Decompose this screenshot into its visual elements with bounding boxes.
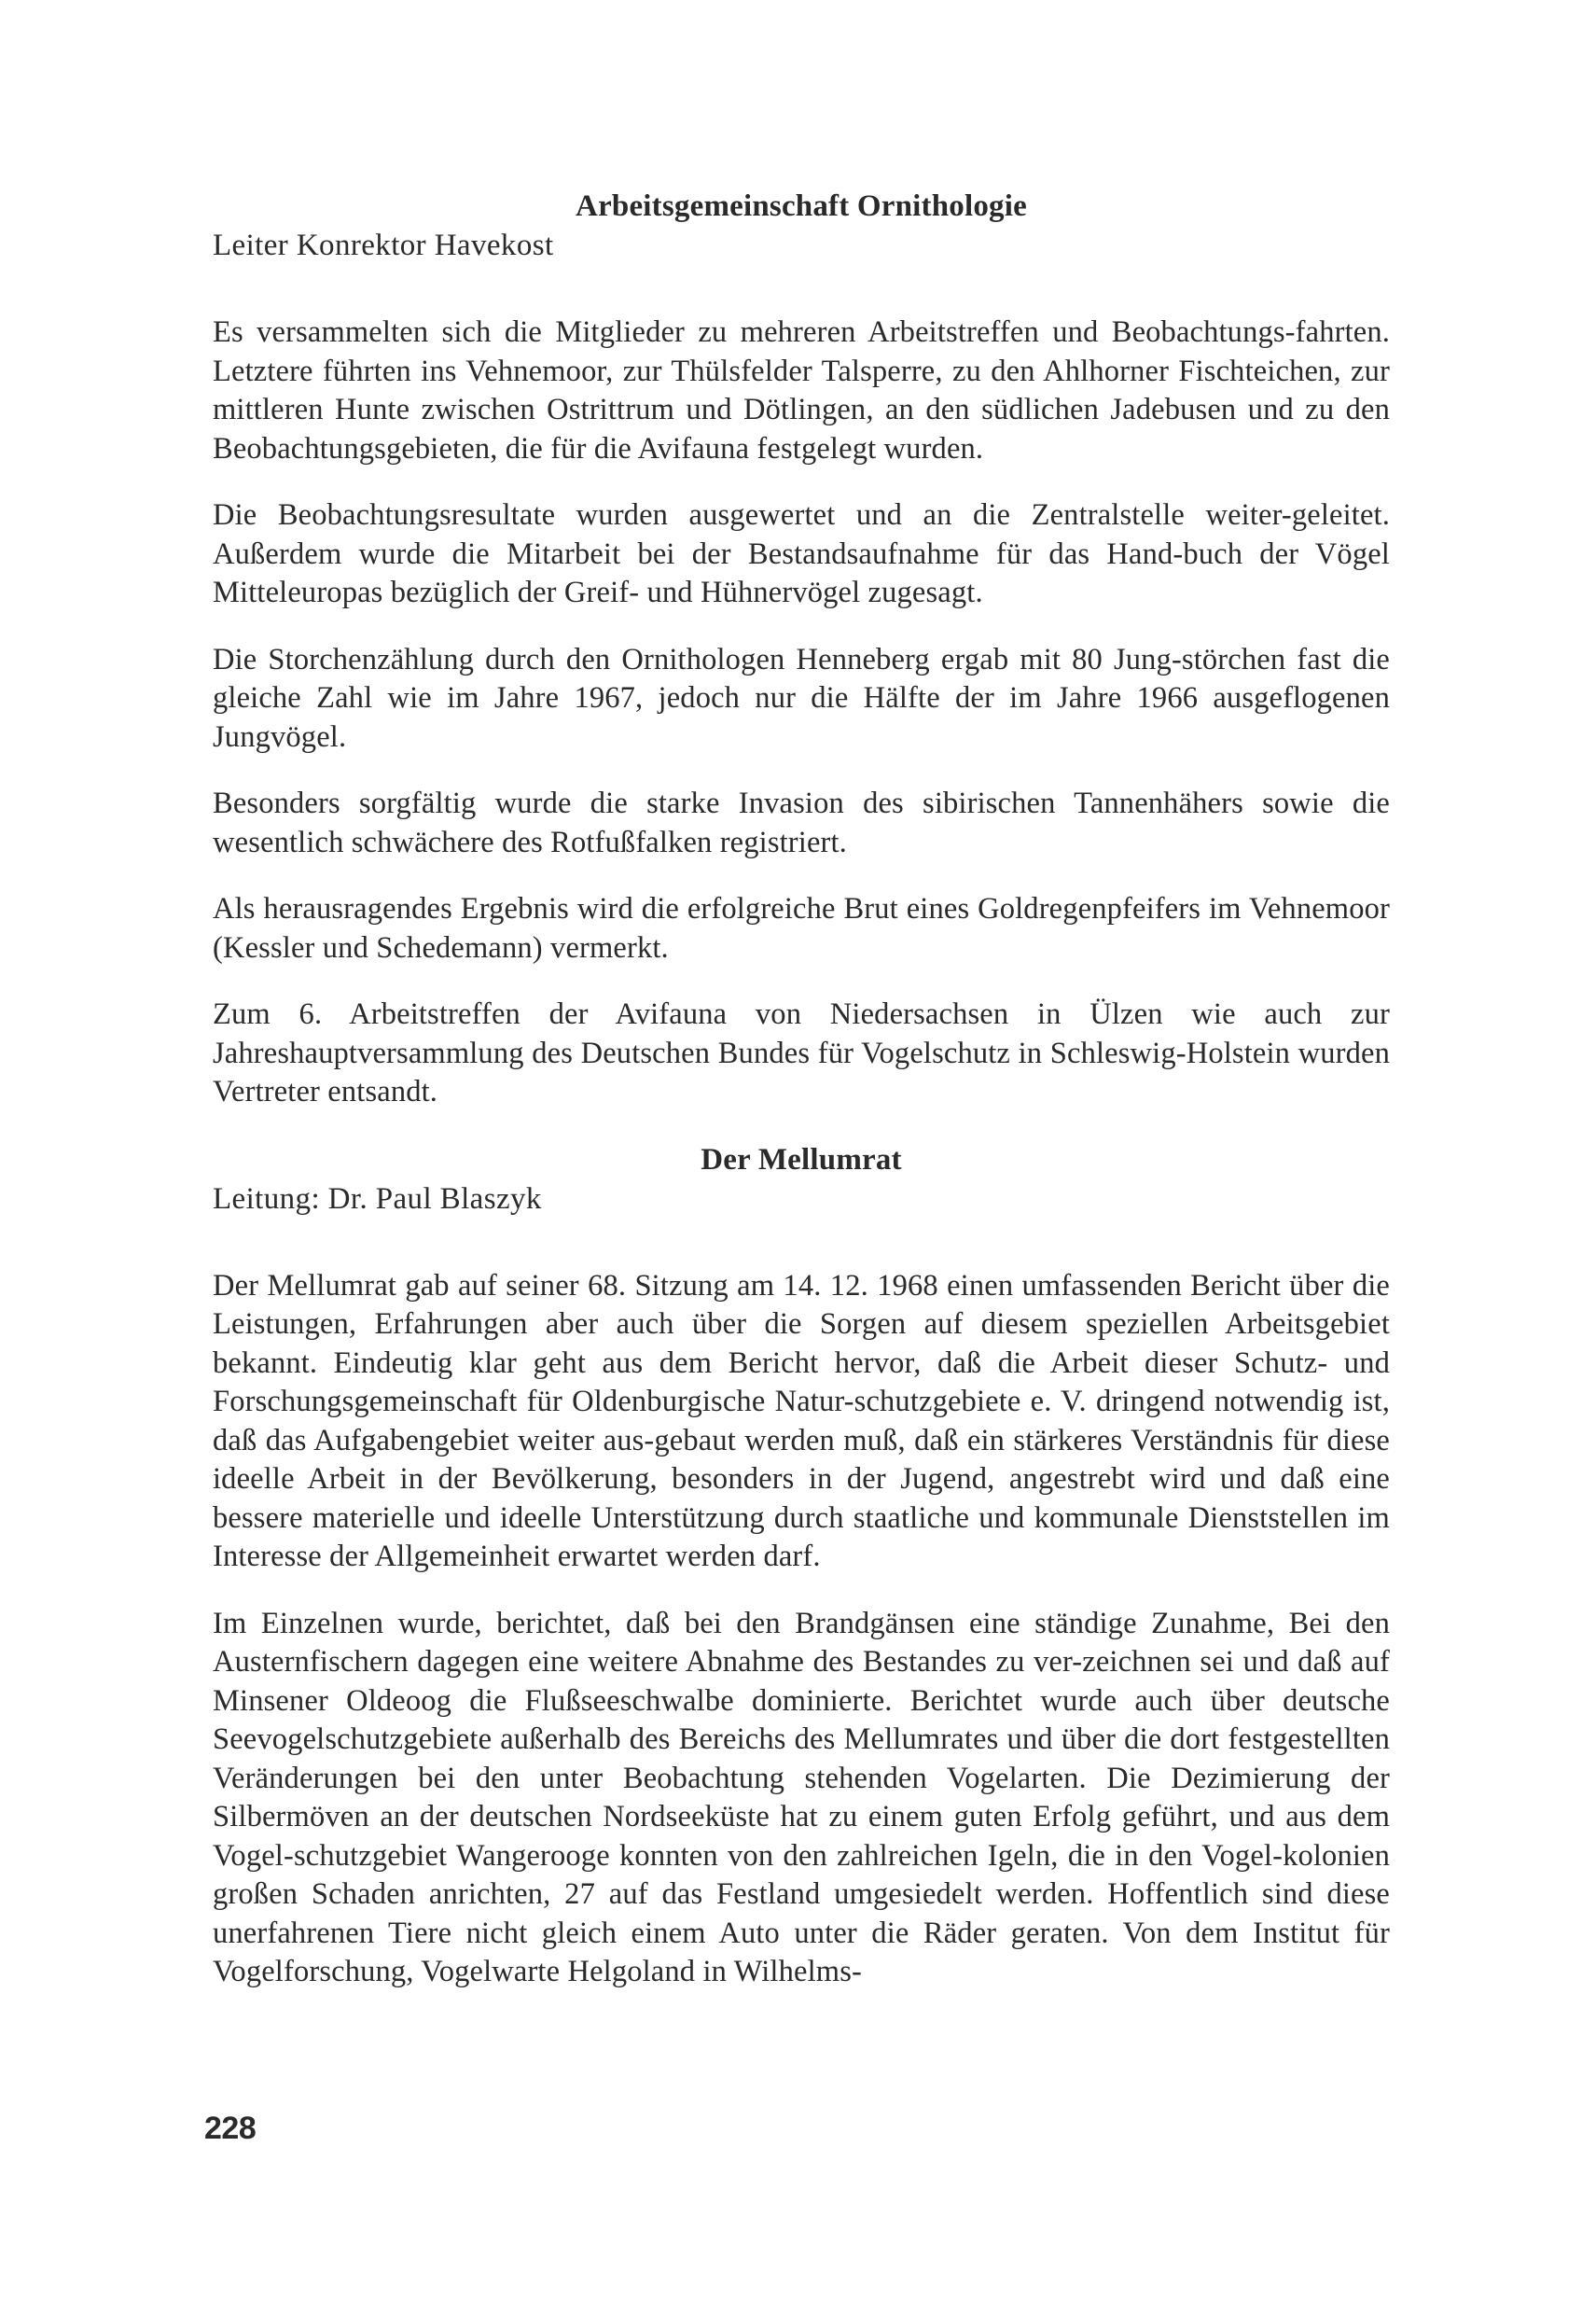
section-leader-mellumrat: Leitung: Dr. Paul Blaszyk bbox=[213, 1181, 542, 1216]
section-leader-ornithology: Leiter Konrektor Havekost bbox=[213, 229, 554, 262]
paragraph: Als herausragendes Ergebnis wird die erfolgreiche Brut eines Goldregenpfeifers im Vehnemoor (Kessler und Schedemann) vermerkt. bbox=[213, 892, 1390, 965]
section-title-ornithology: Arbeitsgemeinschaft Ornithologie bbox=[576, 189, 1027, 223]
section-title-mellumrat: Der Mellumrat bbox=[701, 1142, 902, 1177]
paragraph: Die Storchenzählung durch den Ornithologen Henneberg ergab mit 80 Jung-störchen fast die gleiche Zahl wie im Jahre 1967, jedoch nur die Hälfte der im Jahre 1966 ausgeflogenen Jungvögel. bbox=[213, 642, 1390, 754]
paragraph: Die Beobachtungsresultate wurden ausgewertet und an die Zentralstelle weiter-geleitet. Außerdem wurde die Mitarbeit bei der Bestandsaufnahme für das Hand-buch der Vögel Mitteleuropas bezüglich der Greif- und Hühnervögel zugesagt. bbox=[213, 498, 1390, 609]
page-number: 228 bbox=[204, 2111, 257, 2146]
paragraph: Besonders sorgfältig wurde die starke Invasion des sibirischen Tannenhähers sowie die wesentlich schwächere des Rotfußfalken registriert. bbox=[213, 787, 1390, 859]
text-column bbox=[213, 187, 1390, 1992]
paragraph: Im Einzelnen wurde, berichtet, daß bei den Brandgänsen eine ständige Zunahme, Bei den Austernfischern dagegen eine weitere Abnahme des Bestandes zu ver-zeichnen sei und daß auf Minsener Oldeoog die Flußseeschwalbe dominierte. Berichtet wurde auch über deutsche Seevogelschutzgebiete außerhalb des Bereichs des Mellumrates und über die dort festgestellten Veränderungen bei den unter Beobachtung stehenden Vogelarten. Die Dezimierung der Silbermöven an der deutschen Nordseeküste hat zu einem guten Erfolg geführt, und aus dem Vogel-schutzgebiet Wangerooge konnten von den zahlreichen Igeln, die in den Vogel-kolonien großen Schaden anrichten, 27 auf das Festland umgesiedelt werden. Hoffentlich sind diese unerfahrenen Tiere nicht gleich einem Auto unter die Räder geraten. Von dem Institut für Vogelforschung, Vogelwarte Helgoland in Wilhelms- bbox=[213, 1606, 1390, 1988]
paragraph: Der Mellumrat gab auf seiner 68. Sitzung am 14. 12. 1968 einen umfassenden Bericht über die Leistungen, Erfahrungen aber auch über die Sorgen auf diesem speziellen Arbeitsgebiet bekannt. Eindeutig klar geht aus dem Bericht hervor, daß die Arbeit dieser Schutz- und Forschungsgemeinschaft für Oldenburgische Natur-schutzgebiete e. V. dringend notwendig ist, daß das Aufgabengebiet weiter aus-gebaut werden muß, daß ein stärkeres Verständnis für diese ideelle Arbeit in der Bevölkerung, besonders in der Jugend, angestrebt wird und daß eine bessere materielle und ideelle Unterstützung durch staatliche und kommunale Dienststellen im Interesse der Allgemeinheit erwartet werden darf. bbox=[213, 1268, 1390, 1573]
paragraph: Zum 6. Arbeitstreffen der Avifauna von Niedersachsen in Ülzen wie auch zur Jahreshauptversammlung des Deutschen Bundes für Vogelschutz in Schleswig-Holstein wurden Vertreter entsandt. bbox=[213, 997, 1390, 1108]
paragraph: Es versammelten sich die Mitglieder zu mehreren Arbeitstreffen und Beobachtungs-fahrten. Letztere führten ins Vehnemoor, zur Thülsfelder Talsperre, zu den Ahlhorner Fischteichen, zur mittleren Hunte zwischen Ostrittrum und Dötlingen, an den südlichen Jadebusen und zu den Beobachtungsgebieten, die für die Avifauna festgelegt wurden. bbox=[213, 315, 1390, 466]
